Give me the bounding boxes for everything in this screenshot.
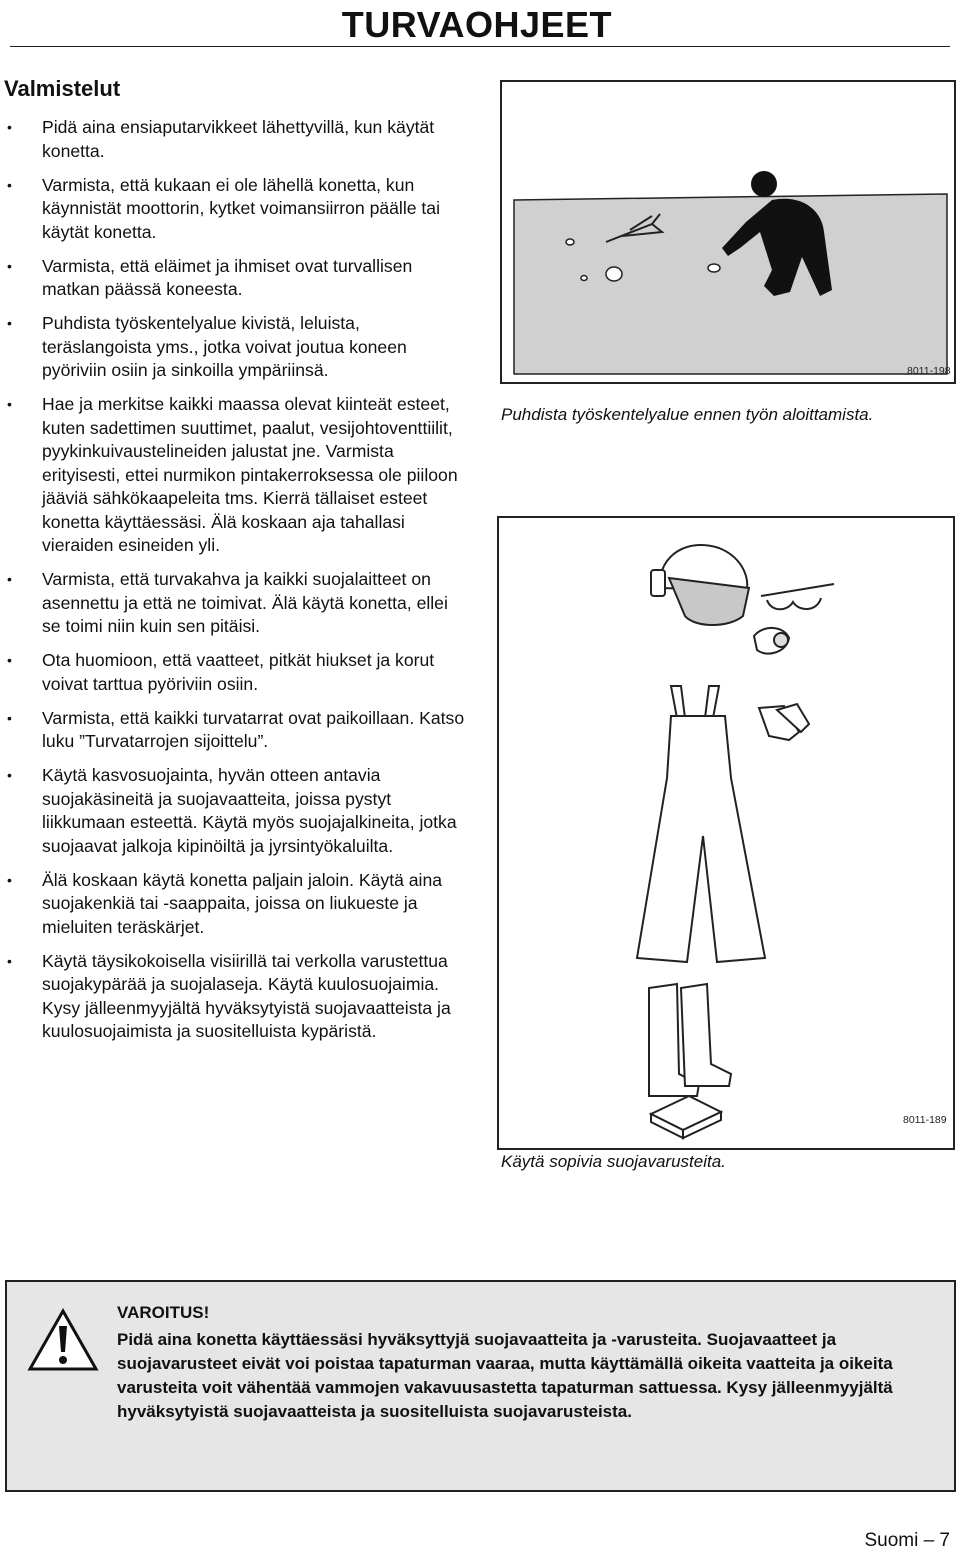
bullet-icon: • (7, 871, 12, 888)
bullet-list (0, 116, 470, 1054)
ground-area (514, 194, 947, 374)
bullet-icon: • (7, 952, 12, 969)
warning-box (5, 1280, 956, 1492)
warning-triangle-icon (27, 1308, 99, 1372)
figure-protective-gear (497, 516, 955, 1150)
figure-caption: Käytä sopivia suojavarusteita. (501, 1152, 726, 1171)
protective-gear-illustration (499, 518, 953, 1148)
boots-icon (649, 984, 731, 1096)
list-item: • Varmista, että kaikki turvatarrat ovat paikoillaan. Katso luku ”Turvatarrojen sijoittelu”. (7, 707, 465, 751)
stone-icon (581, 276, 587, 281)
list-item: • Puhdista työskentelyalue kivistä, leluista, teräslangoista yms., jotka voivat joutua koneen pyöriviin osiin ja sinkoilla ympäriinsä. (7, 313, 407, 380)
stone-icon (708, 264, 720, 272)
list-item: • Älä koskaan käytä konetta paljain jaloin. Käytä aina suojakenkiä tai -saappaita, joissa on liukueste ja mieluiten teräskärjet. (7, 869, 443, 937)
page-title: TURVAOHJEET (341, 4, 612, 45)
bullet-icon: • (7, 571, 12, 587)
list-item: • Pidä aina ensiaputarvikkeet lähettyvillä, kun käytät konetta. (7, 117, 435, 161)
clearing-illustration (502, 82, 954, 382)
list-item: • Ota huomioon, että vaatteet, pitkät hiukset ja korut voivat tarttua pyöriviin osiin. (7, 650, 435, 694)
bullet-icon: • (7, 767, 12, 783)
warning-title: VAROITUS! (117, 1303, 210, 1322)
title-rule (10, 46, 950, 47)
list-item: • Varmista, että kukaan ei ole lähellä konetta, kun käynnistät moottorin, kytket voimansiirron päälle tai käytät konetta. (7, 174, 440, 242)
list-item: • Käytä täysikokoisella visiirillä tai verkolla varustettua suojakypärää ja suojalaseja. Käytä kuulosuojaimia. Kysy jälleenmyyjältä hyväksytyistä suojavaatteista ja kuulosuojaimista ja suositelluista kypäristä. (7, 950, 451, 1041)
section-heading: Valmistelut (4, 76, 121, 101)
figure-code: 8011-198 (907, 365, 951, 377)
warning-text: Pidä aina konetta käyttäessäsi hyväksyttyjä suojavaatteita ja -varusteita. Suojavaatteet ja suojavarusteet eivät voi poistaa tapaturman vaaraa, mutta käyttämällä oikeita vaatteita ja oikeita varusteita voit vähentää vammojen vakavuusastetta tapaturman sattuessa. Kysy jälleenmyyjältä hyväksytyistä suojavaatteista ja suositelluista suojavarusteista. (117, 1330, 893, 1421)
stone-icon (606, 267, 622, 281)
bullet-icon: • (7, 652, 12, 668)
list-item: • Varmista, että eläimet ja ihmiset ovat turvallisen matkan päässä koneesta. (7, 255, 413, 299)
figure-caption: Puhdista työskentelyalue ennen työn aloittamista. (501, 405, 874, 424)
bullet-icon: • (7, 119, 12, 135)
bullet-icon: • (7, 176, 12, 193)
bullet-icon: • (7, 396, 12, 412)
bullet-icon: • (7, 257, 12, 274)
list-item: • Hae ja merkitse kaikki maassa olevat kiinteät esteet, kuten sadettimen suuttimet, paalut, vesijohtoventtiilit, pyykinkuivaustelineiden jalustat jne. Varmista erityisesti, ettei nurmikon pintakerroksessa ole piiloon jääviä sähkökaapeleita tms. Kierrä tällaiset esteet konetta käyttäessäsi. Älä koskaan aja tahallasi vieraiden esineiden yli. (7, 394, 458, 555)
gloves-icon (759, 704, 809, 740)
figure-clear-area (500, 80, 956, 384)
helmet-icon (651, 545, 749, 625)
figure-code: 8011-189 (903, 1114, 947, 1126)
safety-glasses-icon (761, 584, 834, 609)
list-item: • Käytä kasvosuojainta, hyvän otteen antavia suojakäsineitä ja suojavaatteita, joissa pystyt liikkumaan esteettä. Käytä myös suojajalkineita, jotka suojaavat jalkoja kipinöiltä ja jyrsintyökaluilta. (7, 765, 457, 856)
bullet-icon: • (7, 709, 12, 726)
stone-icon (566, 239, 574, 245)
ear-protection-icon (754, 628, 789, 654)
gear-box-icon (651, 1096, 721, 1138)
list-item: • Varmista, että turvakahva ja kaikki suojalaitteet on asennettu ja että ne toimivat. Älä käytä konetta, ellei se toimi niin kuin sen pitäisi. (7, 569, 448, 636)
page-number: Suomi – 7 (864, 1530, 950, 1551)
overalls-icon (637, 686, 765, 962)
bullet-icon: • (7, 315, 12, 331)
